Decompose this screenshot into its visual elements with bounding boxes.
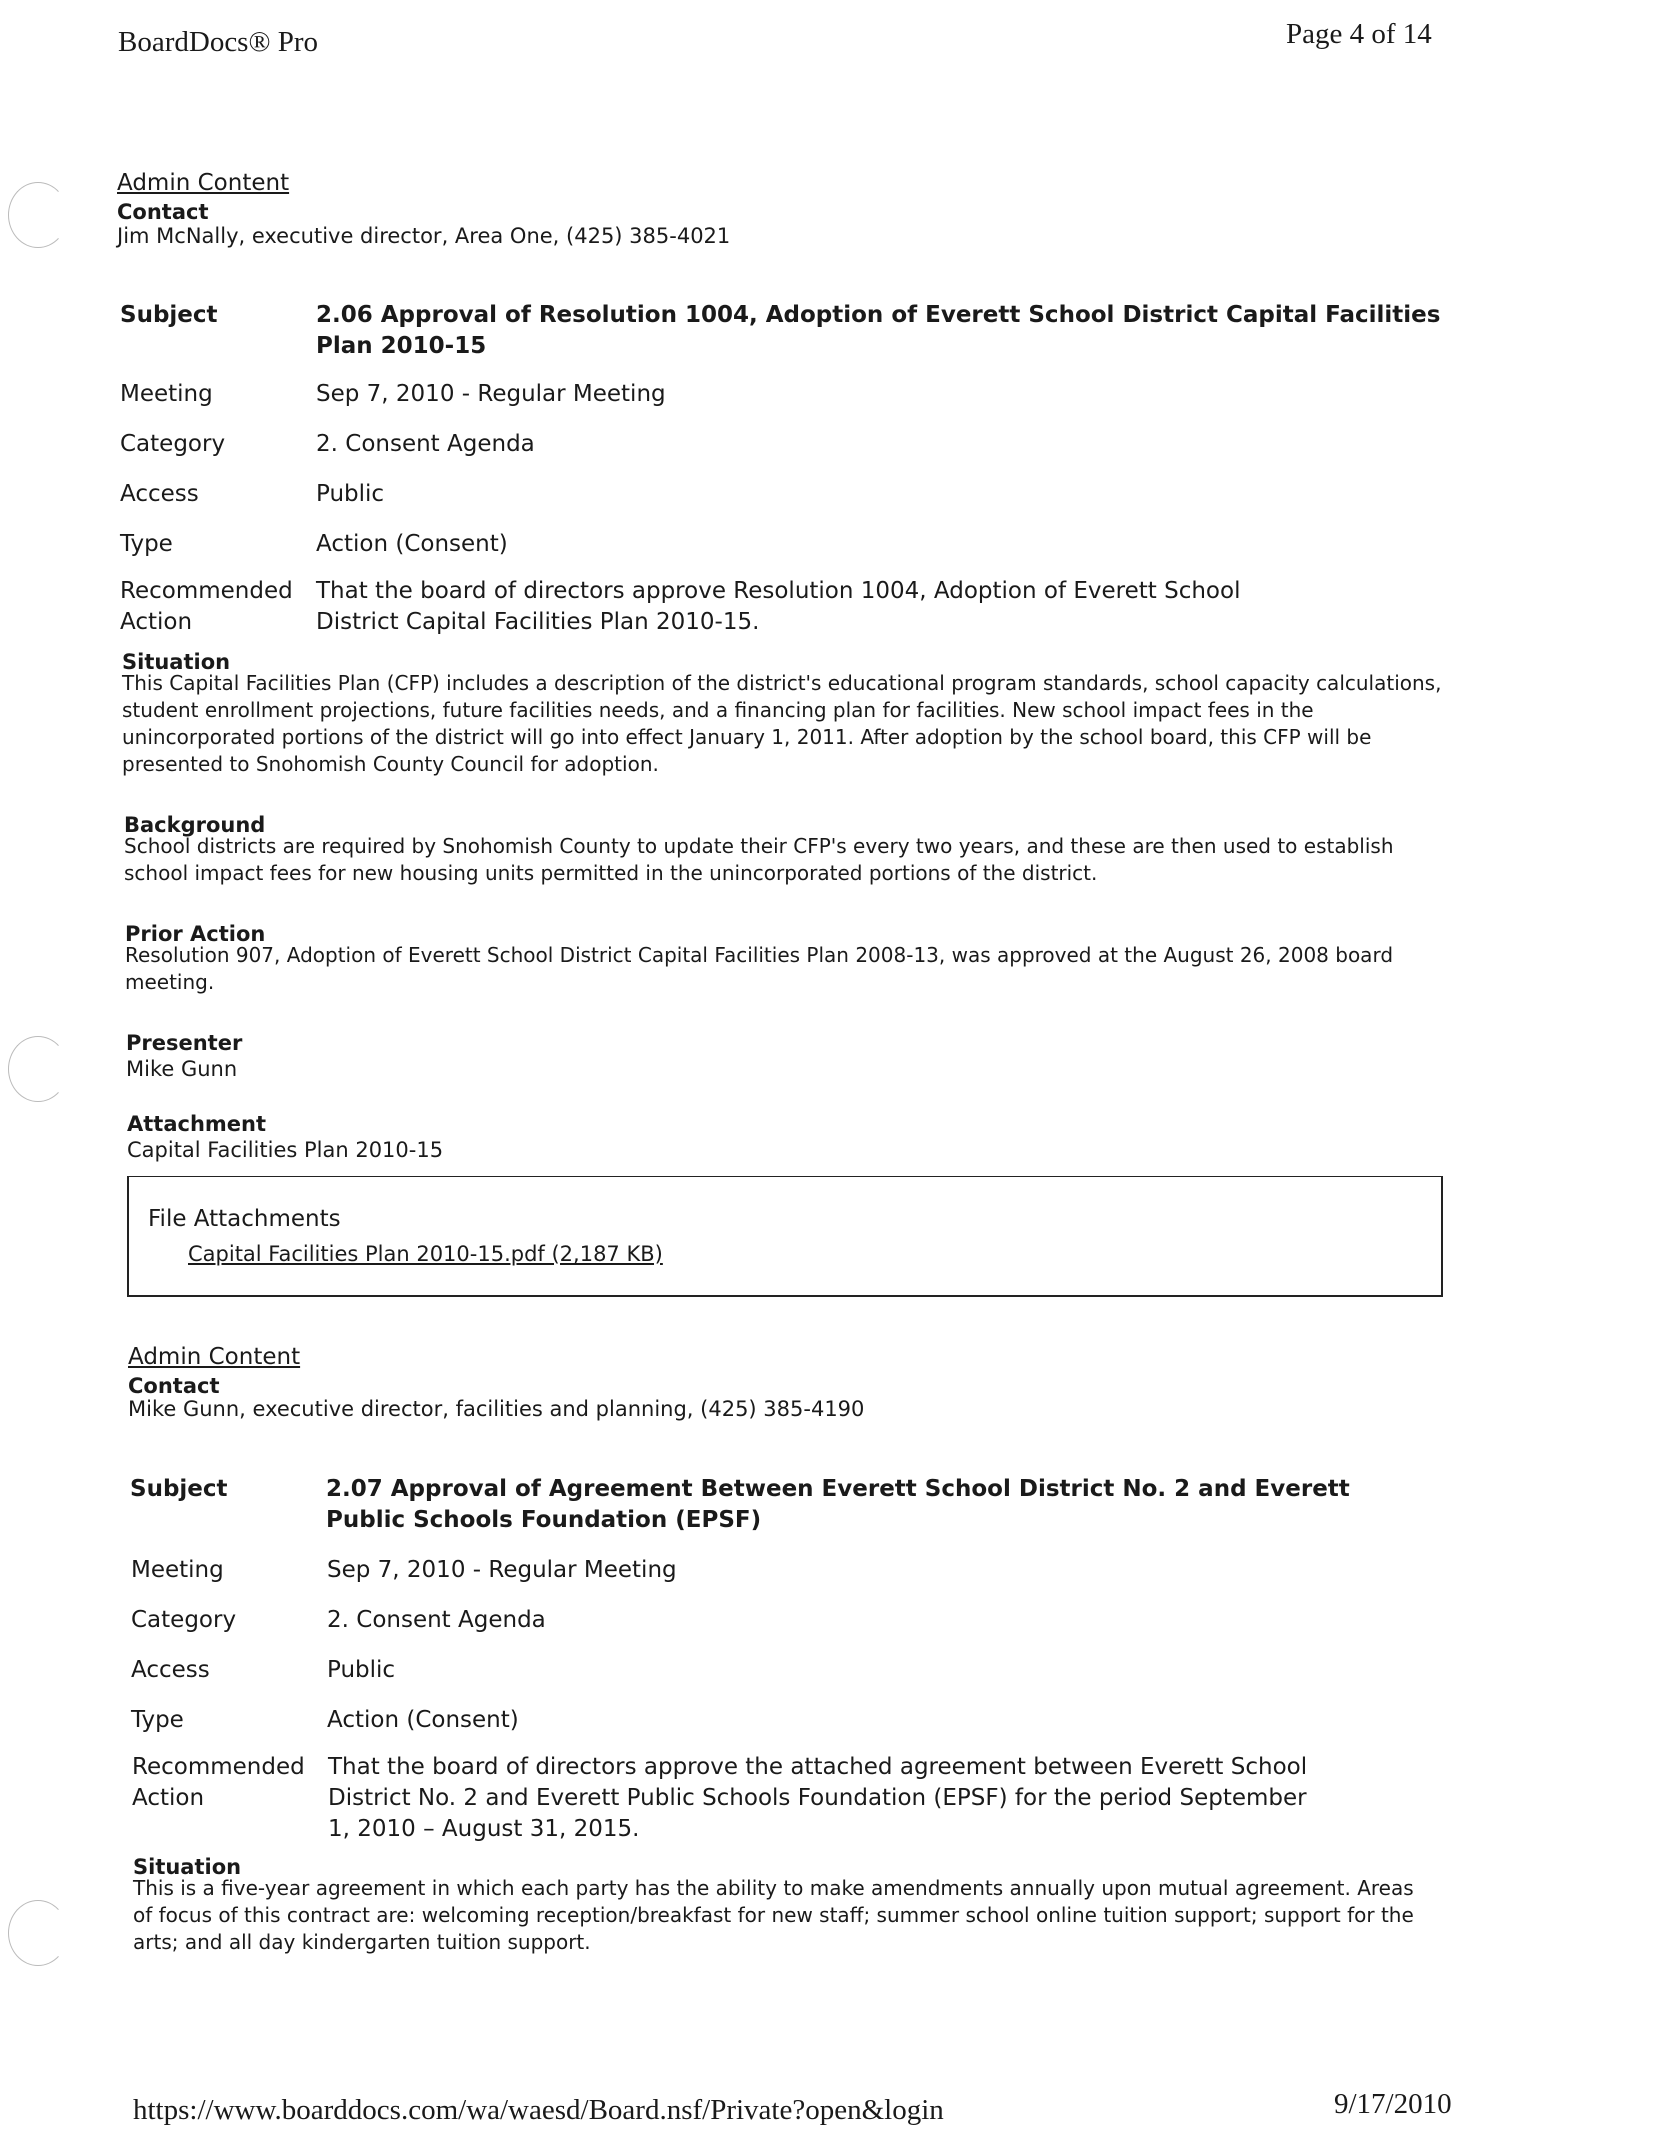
contact-label: Contact [117, 200, 209, 224]
subject-value: 2.06 Approval of Resolution 1004, Adoption of Everett School District Capital Facilities Plan 2010-15 [316, 302, 1441, 359]
meeting-label: Meeting [131, 1557, 224, 1583]
punch-hole-middle [8, 1036, 68, 1102]
access-label: Access [131, 1657, 210, 1683]
contact-value: Jim McNally, executive director, Area One, (425) 385-4021 [117, 224, 731, 248]
footer-url: https://www.boarddocs.com/wa/waesd/Board.nsf/Private?open&login [133, 2094, 944, 2126]
prior-action-text: Resolution 907, Adoption of Everett School District Capital Facilities Plan 2008-13, was approved at the August 26, 2008 board meeting. [125, 943, 1394, 994]
access-value: Public [327, 1657, 396, 1683]
situation-label: Situation [133, 1855, 242, 1879]
meeting-value: Sep 7, 2010 - Regular Meeting [327, 1557, 677, 1583]
recommended-action-value: That the board of directors approve Resolution 1004, Adoption of Everett School District Capital Facilities Plan 2010-15. [316, 578, 1241, 635]
type-label: Type [120, 531, 173, 557]
type-value: Action (Consent) [316, 531, 508, 557]
file-attachments-box [127, 1176, 1443, 1297]
app-title: BoardDocs® Pro [118, 26, 319, 58]
subject-label: Subject [120, 302, 218, 328]
category-value: 2. Consent Agenda [327, 1607, 546, 1633]
access-label: Access [120, 481, 199, 507]
category-label: Category [131, 1607, 237, 1633]
punch-hole-bottom [8, 1900, 68, 1966]
type-value: Action (Consent) [327, 1707, 519, 1733]
situation-text: This is a five-year agreement in which each party has the ability to make amendments annually upon mutual agreement. Areas of focus of this contract are: welcoming reception/breakfast for new staff; summer school online tuition support; support for the arts; and all day kindergarten tuition support. [133, 1876, 1414, 1954]
presenter-value: Mike Gunn [126, 1057, 238, 1081]
attachment-file-link[interactable]: Capital Facilities Plan 2010-15.pdf (2,187 KB) [188, 1242, 663, 1266]
meeting-value: Sep 7, 2010 - Regular Meeting [316, 381, 666, 407]
attachment-value: Capital Facilities Plan 2010-15 [127, 1138, 444, 1162]
background-text: School districts are required by Snohomish County to update their CFP's every two years, and these are then used to establish school impact fees for new housing units permitted in the unincorporated portions of the district. [124, 834, 1394, 885]
situation-text: This Capital Facilities Plan (CFP) includes a description of the district's educational program standards, school capacity calculations, student enrollment projections, future facilities needs, and a financing plan for facilities. New school impact fees in the unincorporated portions of the district will go into effect January 1, 2011. After adoption by the school board, this CFP will be presented to Snohomish County Council for adoption. [122, 671, 1442, 776]
prior-action-label: Prior Action [125, 922, 266, 946]
page-number: Page 4 of 14 [1286, 18, 1432, 50]
meeting-label: Meeting [120, 381, 213, 407]
type-label: Type [131, 1707, 184, 1733]
recommended-action-label: Recommended Action [120, 578, 293, 635]
footer-date: 9/17/2010 [1334, 2088, 1452, 2120]
admin-content-link[interactable]: Admin Content [117, 170, 290, 196]
recommended-action-value: That the board of directors approve the attached agreement between Everett School District No. 2 and Everett Public Schools Foundation (EPSF) for the period September 1, 2010 – August 31, 2015. [328, 1754, 1308, 1842]
category-label: Category [120, 431, 226, 457]
file-attachments-title: File Attachments [148, 1206, 341, 1232]
situation-label: Situation [122, 650, 231, 674]
contact-label: Contact [128, 1374, 220, 1398]
background-label: Background [124, 813, 266, 837]
recommended-action-label: Recommended Action [132, 1754, 305, 1811]
attachment-label: Attachment [127, 1112, 267, 1136]
category-value: 2. Consent Agenda [316, 431, 535, 457]
punch-hole-top [8, 182, 68, 248]
access-value: Public [316, 481, 385, 507]
admin-content-link[interactable]: Admin Content [128, 1344, 301, 1370]
subject-label: Subject [130, 1476, 228, 1502]
contact-value: Mike Gunn, executive director, facilities and planning, (425) 385-4190 [128, 1397, 865, 1421]
subject-value: 2.07 Approval of Agreement Between Everett School District No. 2 and Everett Public Schools Foundation (EPSF) [326, 1476, 1350, 1533]
presenter-label: Presenter [126, 1031, 243, 1055]
